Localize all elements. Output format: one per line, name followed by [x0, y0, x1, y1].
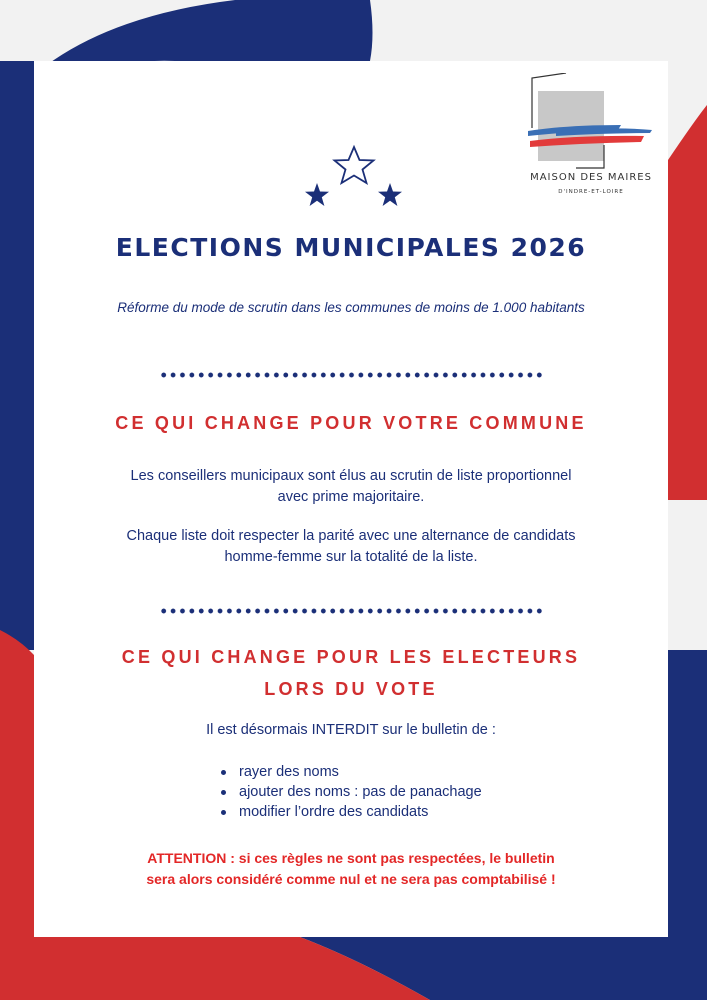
dotted-divider [159, 607, 545, 615]
list-item: ajouter des noms : pas de panachage [219, 782, 482, 802]
dotted-divider [159, 371, 545, 379]
flyer-card [34, 61, 668, 937]
page-subtitle: Réforme du mode de scrutin dans les communes de moins de 1.000 habitants [117, 300, 585, 315]
logo-mark-icon [526, 73, 656, 173]
red-arc-right [668, 105, 707, 500]
outline-star-icon [335, 147, 374, 183]
list-item: rayer des noms [219, 762, 482, 782]
list-item: modifier l’ordre des candidats [219, 802, 482, 822]
section-heading-electeurs-line2: LORS DU VOTE [264, 679, 438, 699]
filled-star-icon [378, 183, 402, 206]
logo-subtitle: D'INDRE-ET-LOIRE [558, 189, 624, 195]
paragraph-parite: Chaque liste doit respecter la parité avec une alternance de candidats homme-femme sur la totalité de la liste. [126, 528, 576, 565]
maison-des-maires-logo [526, 73, 656, 203]
filled-star-icon [305, 183, 329, 206]
logo-title: MAISON DES MAIRES [530, 172, 652, 183]
paragraph-interdit: Il est désormais INTERDIT sur le bulletin de : [206, 722, 496, 738]
forbidden-list [219, 762, 482, 822]
page-title: ELECTIONS MUNICIPALES 2026 [115, 233, 587, 262]
section-heading-electeurs: CE QUI CHANGE POUR LES ELECTEURS [121, 647, 581, 667]
stars-decoration [299, 143, 411, 215]
attention-warning: ATTENTION : si ces règles ne sont pas respectées, le bulletin sera alors considéré comme nul et ne sera pas comptabilisé ! [146, 850, 556, 887]
section-heading-commune: CE QUI CHANGE POUR VOTRE COMMUNE [115, 413, 587, 433]
paragraph-scrutin: Les conseillers municipaux sont élus au scrutin de liste proportionnel avec prime majoritaire. [130, 468, 572, 505]
